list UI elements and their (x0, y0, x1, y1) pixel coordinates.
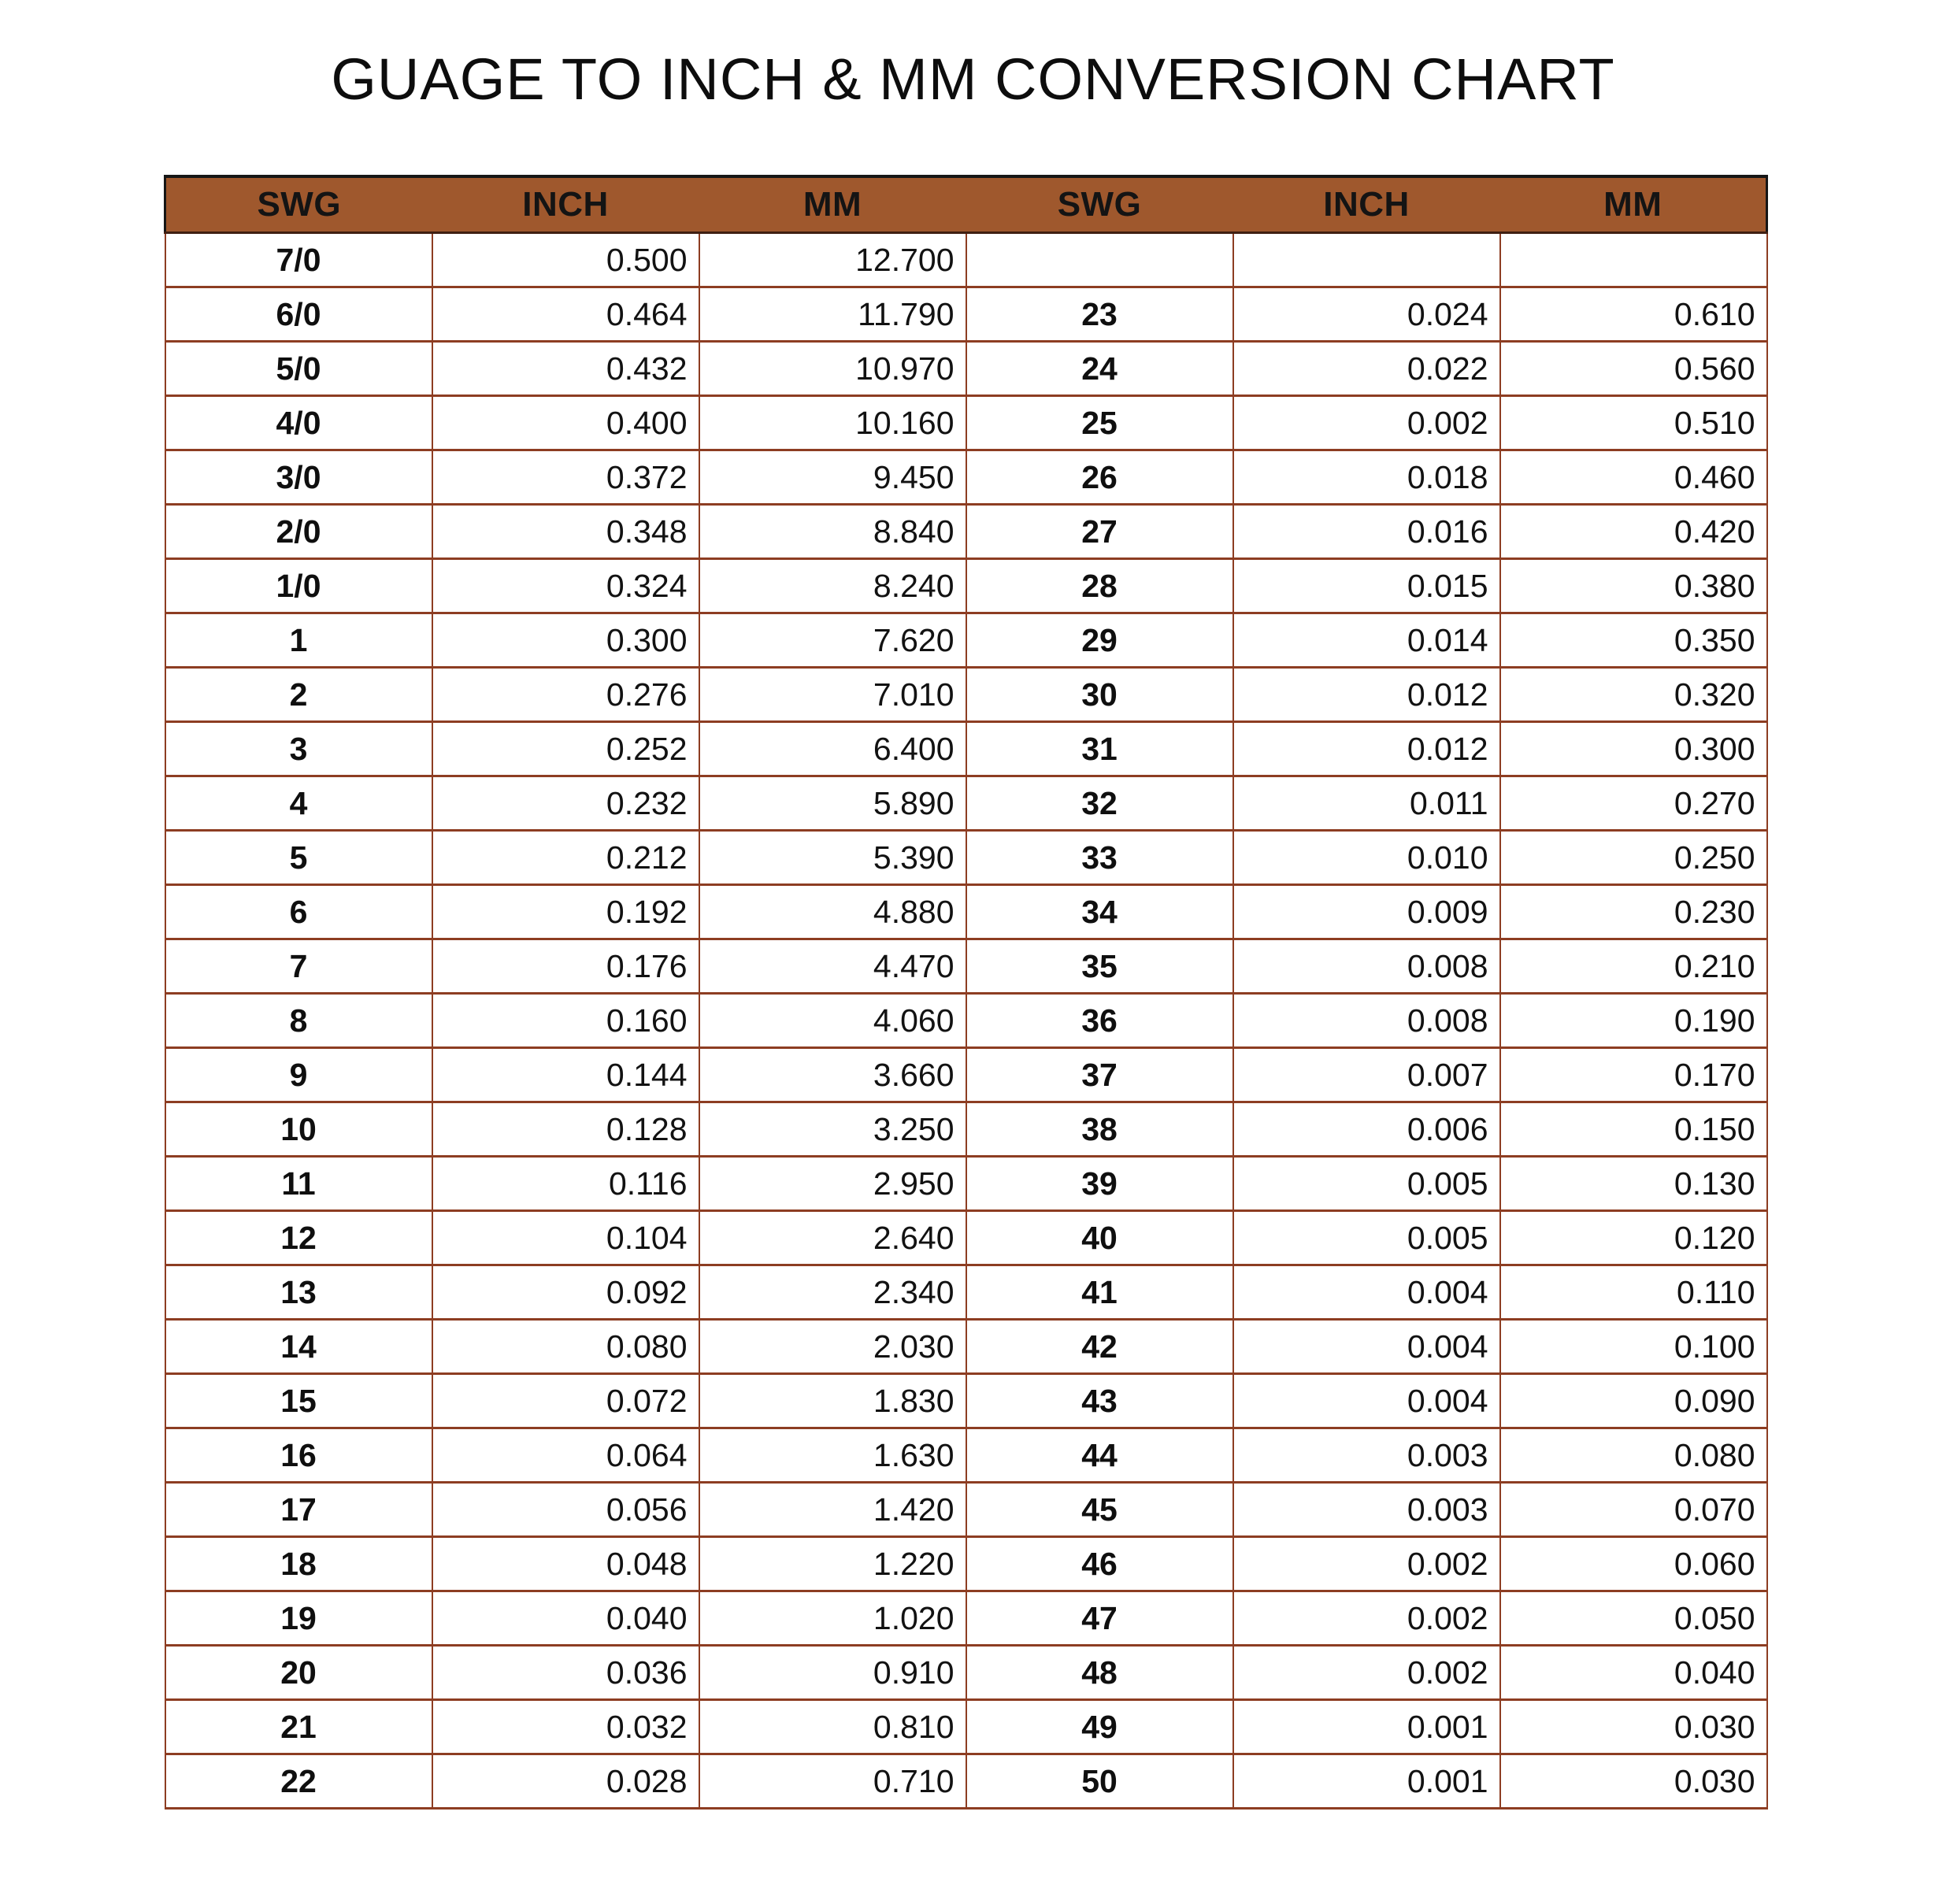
mm-cell: 0.270 (1500, 776, 1767, 831)
mm-cell: 3.660 (699, 1048, 966, 1102)
mm-cell: 0.080 (1500, 1428, 1767, 1483)
mm-cell: 9.450 (699, 450, 966, 505)
inch-cell: 0.160 (432, 994, 699, 1048)
inch-cell: 0.003 (1233, 1483, 1500, 1537)
mm-cell: 0.170 (1500, 1048, 1767, 1102)
swg-cell: 1 (165, 613, 432, 668)
mm-cell: 0.300 (1500, 722, 1767, 776)
swg-cell: 1/0 (165, 559, 432, 613)
chart-title: GUAGE TO INCH & MM CONVERSION CHART (331, 46, 1615, 112)
mm-cell: 0.120 (1500, 1211, 1767, 1265)
mm-cell (1500, 233, 1767, 287)
swg-cell: 17 (165, 1483, 432, 1537)
swg-cell: 46 (966, 1537, 1233, 1591)
inch-cell: 0.003 (1233, 1428, 1500, 1483)
mm-cell: 0.560 (1500, 342, 1767, 396)
swg-cell: 49 (966, 1700, 1233, 1754)
swg-cell: 5/0 (165, 342, 432, 396)
table-row (165, 1754, 1767, 1809)
mm-cell: 0.610 (1500, 287, 1767, 342)
inch-cell: 0.028 (432, 1754, 699, 1809)
swg-cell: 33 (966, 831, 1233, 885)
mm-cell: 0.150 (1500, 1102, 1767, 1157)
swg-cell: 3 (165, 722, 432, 776)
inch-cell: 0.002 (1233, 396, 1500, 450)
inch-cell: 0.002 (1233, 1591, 1500, 1646)
table-row (165, 505, 1767, 559)
swg-cell: 43 (966, 1374, 1233, 1428)
swg-cell: 16 (165, 1428, 432, 1483)
table-row (165, 668, 1767, 722)
table-row (165, 776, 1767, 831)
swg-cell: 38 (966, 1102, 1233, 1157)
inch-cell: 0.004 (1233, 1374, 1500, 1428)
swg-cell: 26 (966, 450, 1233, 505)
inch-cell: 0.348 (432, 505, 699, 559)
inch-cell: 0.009 (1233, 885, 1500, 939)
inch-cell: 0.001 (1233, 1754, 1500, 1809)
mm-cell: 6.400 (699, 722, 966, 776)
mm-cell: 0.250 (1500, 831, 1767, 885)
inch-cell: 0.276 (432, 668, 699, 722)
table-row (165, 1428, 1767, 1483)
swg-cell: 4 (165, 776, 432, 831)
table-row (165, 1102, 1767, 1157)
swg-cell: 7/0 (165, 233, 432, 287)
table-row (165, 233, 1767, 287)
mm-cell: 7.010 (699, 668, 966, 722)
swg-cell (966, 233, 1233, 287)
inch-cell: 0.324 (432, 559, 699, 613)
swg-cell: 47 (966, 1591, 1233, 1646)
swg-cell: 21 (165, 1700, 432, 1754)
mm-cell: 1.830 (699, 1374, 966, 1428)
inch-cell: 0.192 (432, 885, 699, 939)
column-header: MM (699, 176, 966, 233)
inch-cell: 0.212 (432, 831, 699, 885)
inch-cell: 0.128 (432, 1102, 699, 1157)
mm-cell: 8.840 (699, 505, 966, 559)
mm-cell: 0.350 (1500, 613, 1767, 668)
inch-cell: 0.004 (1233, 1265, 1500, 1320)
mm-cell: 4.470 (699, 939, 966, 994)
mm-cell: 2.340 (699, 1265, 966, 1320)
mm-cell: 0.190 (1500, 994, 1767, 1048)
swg-cell: 44 (966, 1428, 1233, 1483)
inch-cell: 0.018 (1233, 450, 1500, 505)
inch-cell: 0.056 (432, 1483, 699, 1537)
inch-cell: 0.005 (1233, 1157, 1500, 1211)
mm-cell: 0.380 (1500, 559, 1767, 613)
table-row (165, 1537, 1767, 1591)
mm-cell: 3.250 (699, 1102, 966, 1157)
table-row (165, 1211, 1767, 1265)
mm-cell: 4.880 (699, 885, 966, 939)
inch-cell: 0.022 (1233, 342, 1500, 396)
table-row (165, 450, 1767, 505)
inch-cell: 0.005 (1233, 1211, 1500, 1265)
swg-cell: 24 (966, 342, 1233, 396)
inch-cell: 0.500 (432, 233, 699, 287)
header-row (165, 176, 1767, 233)
inch-cell (1233, 233, 1500, 287)
inch-cell: 0.006 (1233, 1102, 1500, 1157)
swg-cell: 48 (966, 1646, 1233, 1700)
swg-cell: 12 (165, 1211, 432, 1265)
inch-cell: 0.015 (1233, 559, 1500, 613)
inch-cell: 0.048 (432, 1537, 699, 1591)
mm-cell: 0.910 (699, 1646, 966, 1700)
table-row (165, 1700, 1767, 1754)
swg-cell: 14 (165, 1320, 432, 1374)
swg-cell: 29 (966, 613, 1233, 668)
inch-cell: 0.252 (432, 722, 699, 776)
swg-cell: 37 (966, 1048, 1233, 1102)
swg-cell: 39 (966, 1157, 1233, 1211)
inch-cell: 0.072 (432, 1374, 699, 1428)
conversion-table (164, 175, 1768, 1810)
mm-cell: 11.790 (699, 287, 966, 342)
swg-cell: 32 (966, 776, 1233, 831)
mm-cell: 1.420 (699, 1483, 966, 1537)
swg-cell: 13 (165, 1265, 432, 1320)
mm-cell: 12.700 (699, 233, 966, 287)
mm-cell: 0.510 (1500, 396, 1767, 450)
inch-cell: 0.008 (1233, 994, 1500, 1048)
table-row (165, 396, 1767, 450)
mm-cell: 0.060 (1500, 1537, 1767, 1591)
inch-cell: 0.104 (432, 1211, 699, 1265)
table-row (165, 831, 1767, 885)
mm-cell: 5.890 (699, 776, 966, 831)
inch-cell: 0.144 (432, 1048, 699, 1102)
inch-cell: 0.464 (432, 287, 699, 342)
mm-cell: 0.110 (1500, 1265, 1767, 1320)
swg-cell: 42 (966, 1320, 1233, 1374)
mm-cell: 0.030 (1500, 1700, 1767, 1754)
mm-cell: 0.090 (1500, 1374, 1767, 1428)
inch-cell: 0.432 (432, 342, 699, 396)
inch-cell: 0.004 (1233, 1320, 1500, 1374)
inch-cell: 0.232 (432, 776, 699, 831)
swg-cell: 9 (165, 1048, 432, 1102)
mm-cell: 5.390 (699, 831, 966, 885)
swg-cell: 22 (165, 1754, 432, 1809)
mm-cell: 4.060 (699, 994, 966, 1048)
mm-cell: 0.420 (1500, 505, 1767, 559)
swg-cell: 19 (165, 1591, 432, 1646)
mm-cell: 8.240 (699, 559, 966, 613)
mm-cell: 0.810 (699, 1700, 966, 1754)
swg-cell: 4/0 (165, 396, 432, 450)
inch-cell: 0.001 (1233, 1700, 1500, 1754)
inch-cell: 0.012 (1233, 722, 1500, 776)
column-header: INCH (432, 176, 699, 233)
mm-cell: 0.130 (1500, 1157, 1767, 1211)
swg-cell: 27 (966, 505, 1233, 559)
swg-cell: 50 (966, 1754, 1233, 1809)
column-header: INCH (1233, 176, 1500, 233)
inch-cell: 0.176 (432, 939, 699, 994)
swg-cell: 5 (165, 831, 432, 885)
swg-cell: 3/0 (165, 450, 432, 505)
mm-cell: 0.030 (1500, 1754, 1767, 1809)
mm-cell: 0.210 (1500, 939, 1767, 994)
table-row (165, 1591, 1767, 1646)
table-row (165, 1320, 1767, 1374)
mm-cell: 0.230 (1500, 885, 1767, 939)
inch-cell: 0.064 (432, 1428, 699, 1483)
swg-cell: 30 (966, 668, 1233, 722)
table-row (165, 1048, 1767, 1102)
inch-cell: 0.012 (1233, 668, 1500, 722)
mm-cell: 0.100 (1500, 1320, 1767, 1374)
table-row (165, 1374, 1767, 1428)
column-header: MM (1500, 176, 1767, 233)
table-row (165, 722, 1767, 776)
swg-cell: 41 (966, 1265, 1233, 1320)
mm-cell: 2.640 (699, 1211, 966, 1265)
mm-cell: 0.320 (1500, 668, 1767, 722)
column-header: SWG (165, 176, 432, 233)
mm-cell: 1.220 (699, 1537, 966, 1591)
swg-cell: 11 (165, 1157, 432, 1211)
inch-cell: 0.036 (432, 1646, 699, 1700)
swg-cell: 23 (966, 287, 1233, 342)
inch-cell: 0.372 (432, 450, 699, 505)
inch-cell: 0.011 (1233, 776, 1500, 831)
mm-cell: 0.710 (699, 1754, 966, 1809)
inch-cell: 0.400 (432, 396, 699, 450)
column-header: SWG (966, 176, 1233, 233)
inch-cell: 0.007 (1233, 1048, 1500, 1102)
mm-cell: 2.950 (699, 1157, 966, 1211)
swg-cell: 31 (966, 722, 1233, 776)
swg-cell: 25 (966, 396, 1233, 450)
swg-cell: 10 (165, 1102, 432, 1157)
swg-cell: 18 (165, 1537, 432, 1591)
inch-cell: 0.008 (1233, 939, 1500, 994)
inch-cell: 0.092 (432, 1265, 699, 1320)
table-row (165, 1646, 1767, 1700)
mm-cell: 0.040 (1500, 1646, 1767, 1700)
swg-cell: 36 (966, 994, 1233, 1048)
swg-cell: 40 (966, 1211, 1233, 1265)
table-row (165, 1483, 1767, 1537)
swg-cell: 6 (165, 885, 432, 939)
table-row (165, 613, 1767, 668)
mm-cell: 1.020 (699, 1591, 966, 1646)
mm-cell: 0.050 (1500, 1591, 1767, 1646)
table-row (165, 342, 1767, 396)
mm-cell: 1.630 (699, 1428, 966, 1483)
inch-cell: 0.032 (432, 1700, 699, 1754)
table-row (165, 559, 1767, 613)
swg-cell: 28 (966, 559, 1233, 613)
table-row (165, 1265, 1767, 1320)
swg-cell: 34 (966, 885, 1233, 939)
swg-cell: 8 (165, 994, 432, 1048)
table-row (165, 1157, 1767, 1211)
mm-cell: 2.030 (699, 1320, 966, 1374)
swg-cell: 6/0 (165, 287, 432, 342)
inch-cell: 0.080 (432, 1320, 699, 1374)
table-body (165, 233, 1767, 1809)
swg-cell: 45 (966, 1483, 1233, 1537)
table-row (165, 939, 1767, 994)
swg-cell: 15 (165, 1374, 432, 1428)
mm-cell: 10.970 (699, 342, 966, 396)
swg-cell: 20 (165, 1646, 432, 1700)
inch-cell: 0.016 (1233, 505, 1500, 559)
inch-cell: 0.010 (1233, 831, 1500, 885)
table-row (165, 287, 1767, 342)
inch-cell: 0.116 (432, 1157, 699, 1211)
inch-cell: 0.040 (432, 1591, 699, 1646)
inch-cell: 0.014 (1233, 613, 1500, 668)
inch-cell: 0.024 (1233, 287, 1500, 342)
mm-cell: 7.620 (699, 613, 966, 668)
table-row (165, 885, 1767, 939)
swg-cell: 2 (165, 668, 432, 722)
inch-cell: 0.300 (432, 613, 699, 668)
inch-cell: 0.002 (1233, 1537, 1500, 1591)
table-header (165, 176, 1767, 233)
mm-cell: 0.070 (1500, 1483, 1767, 1537)
swg-cell: 2/0 (165, 505, 432, 559)
swg-cell: 7 (165, 939, 432, 994)
mm-cell: 0.460 (1500, 450, 1767, 505)
inch-cell: 0.002 (1233, 1646, 1500, 1700)
mm-cell: 10.160 (699, 396, 966, 450)
swg-cell: 35 (966, 939, 1233, 994)
table-row (165, 994, 1767, 1048)
